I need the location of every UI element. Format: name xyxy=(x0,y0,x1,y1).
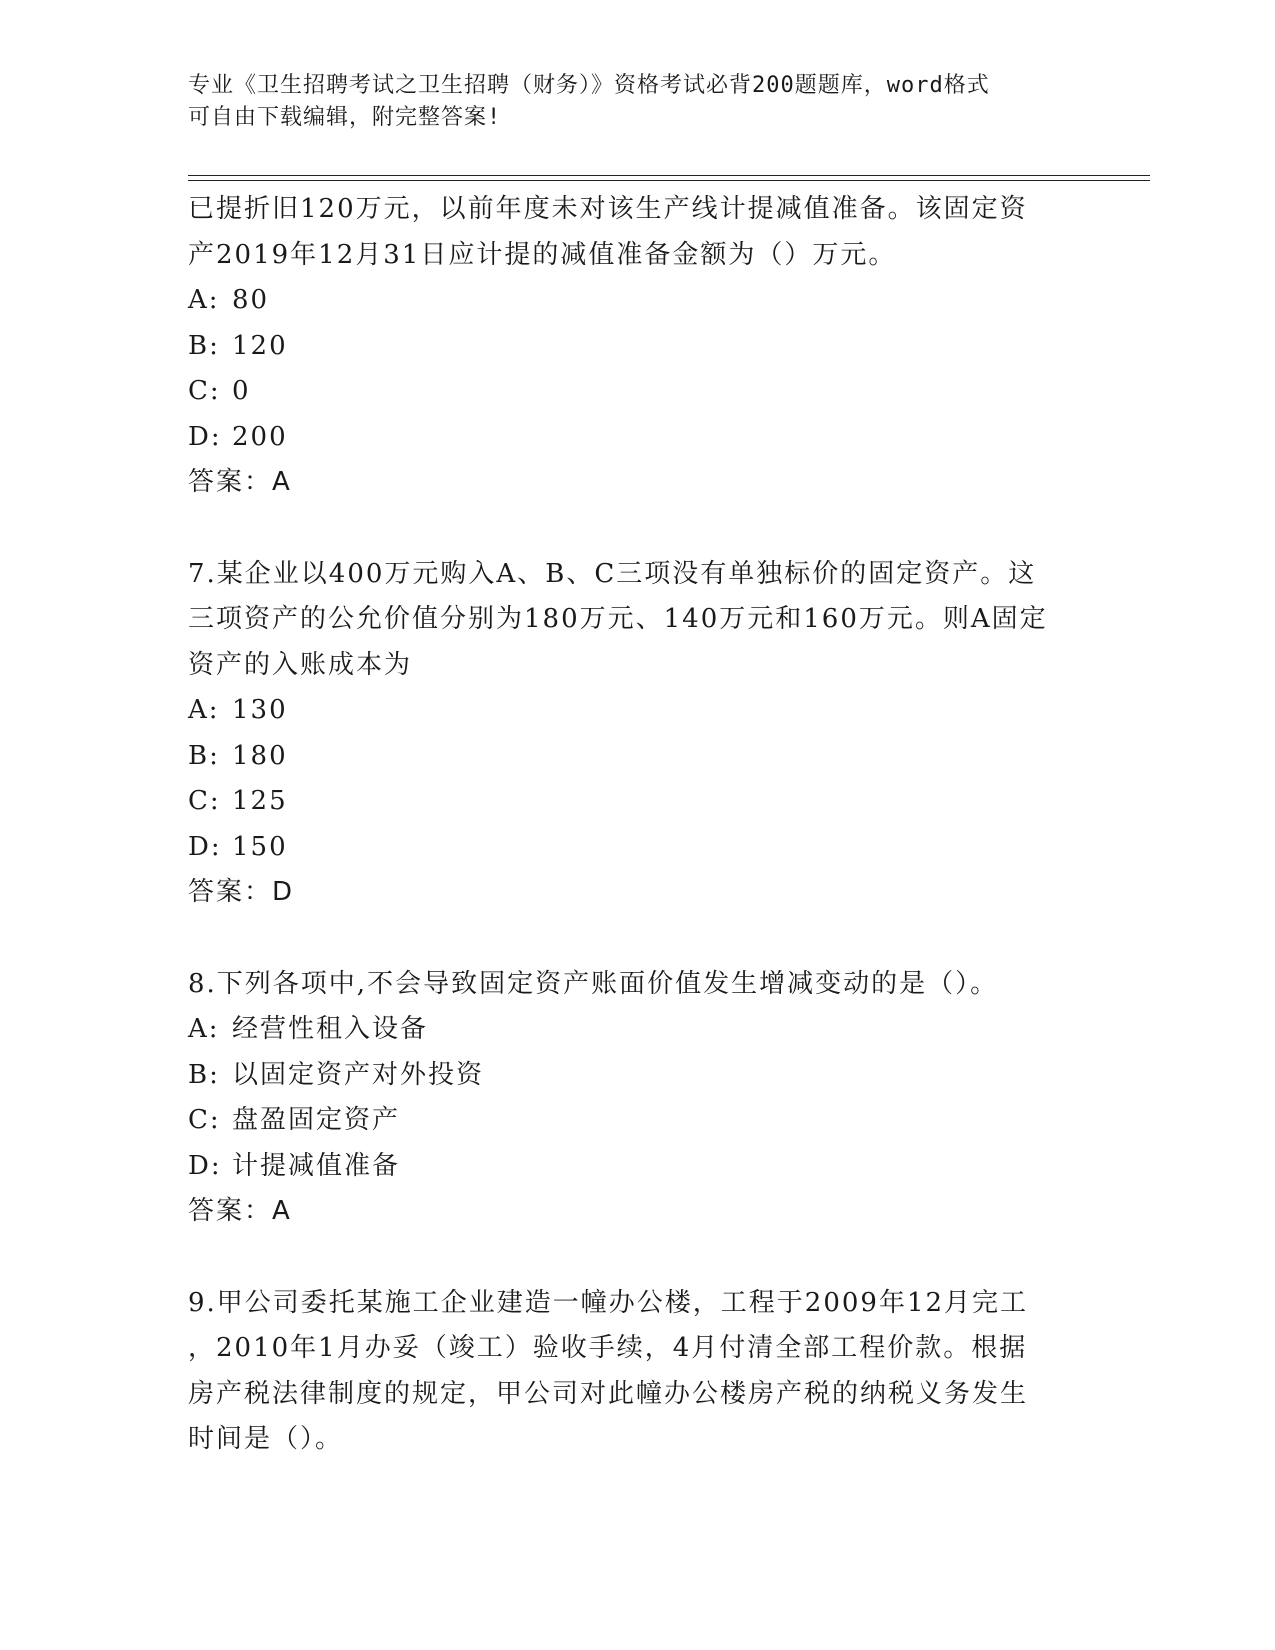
option-label: D: xyxy=(188,421,222,452)
option-label: C: xyxy=(188,786,221,816)
option-text: 盘盈固定资产 xyxy=(232,1105,401,1135)
option-label: C: xyxy=(188,1105,221,1135)
question-8-option-d xyxy=(188,1144,1088,1190)
option-text: 125 xyxy=(232,786,288,816)
question-9 xyxy=(188,1281,1088,1463)
question-7-text-line: 7.某企业以400万元购入A、B、C三项没有单独标价的固定资产。这 xyxy=(188,558,1037,589)
option-label: B: xyxy=(188,740,220,771)
question-6-option-b xyxy=(188,324,1088,370)
question-6-option-d xyxy=(188,415,1088,461)
question-6 xyxy=(188,187,1088,506)
question-7-option-d xyxy=(188,825,1088,871)
question-7-text-line: 三项资产的公允价值分别为180万元、140万元和160万元。则A固定 xyxy=(188,604,1048,634)
option-label: B: xyxy=(188,1059,220,1090)
question-9-text-line: ，2010年1月办妥（竣工）验收手续，4月付清全部工程价款。根据 xyxy=(188,1333,1028,1363)
option-text: 以固定资产对外投资 xyxy=(232,1059,485,1090)
question-8-text-line: 8.下列各项中,不会导致固定资产账面价值发生增减变动的是（）。 xyxy=(188,968,999,999)
spacer xyxy=(188,1235,1088,1281)
document-header xyxy=(188,70,1088,134)
question-8-option-b xyxy=(188,1053,1088,1099)
option-text: 计提减值准备 xyxy=(232,1150,401,1181)
option-label: D: xyxy=(188,1150,222,1181)
question-6-option-c xyxy=(188,369,1088,415)
question-7-option-a xyxy=(188,688,1088,734)
question-8 xyxy=(188,962,1088,1235)
question-7-answer: 答案：D xyxy=(188,877,295,907)
question-9-text-line: 9.甲公司委托某施工企业建造一幢办公楼，工程于2009年12月完工 xyxy=(188,1287,1029,1318)
question-7-option-b xyxy=(188,734,1088,780)
question-9-text-line: 时间是（）。 xyxy=(188,1424,344,1454)
question-8-option-c xyxy=(188,1098,1088,1144)
question-6-text-line: 已提折旧120万元，以前年度未对该生产线计提减值准备。该固定资 xyxy=(188,194,1028,224)
option-text: 200 xyxy=(232,421,288,452)
header-title-line-2: 可自由下载编辑，附完整答案! xyxy=(188,105,502,130)
option-text: 150 xyxy=(232,831,288,862)
question-7-option-c xyxy=(188,779,1088,825)
option-label: D: xyxy=(188,831,222,862)
question-8-option-a xyxy=(188,1007,1088,1053)
question-content xyxy=(188,187,1088,1463)
option-text: 120 xyxy=(232,330,288,361)
question-7-text-line: 资产的入账成本为 xyxy=(188,649,413,680)
option-text: 0 xyxy=(232,376,251,406)
header-divider-top xyxy=(188,175,1150,176)
question-9-text-line: 房产税法律制度的规定，甲公司对此幢办公楼房产税的纳税义务发生 xyxy=(188,1378,1029,1409)
option-label: A: xyxy=(188,695,220,725)
option-text: 180 xyxy=(232,740,288,771)
spacer xyxy=(188,506,1088,552)
spacer xyxy=(188,916,1088,962)
option-text: 80 xyxy=(232,285,270,315)
question-8-answer: 答案：A xyxy=(188,1196,292,1226)
option-label: B: xyxy=(188,330,220,361)
header-divider-bottom xyxy=(188,180,1150,181)
option-label: A: xyxy=(188,285,220,315)
header-title-line-1: 专业《卫生招聘考试之卫生招聘（财务）》资格考试必背200题题库，word格式 xyxy=(188,73,990,98)
option-label: A: xyxy=(188,1014,220,1044)
option-label: C: xyxy=(188,376,221,406)
option-text: 130 xyxy=(232,695,288,725)
question-7 xyxy=(188,552,1088,916)
question-6-answer: 答案：A xyxy=(188,467,292,497)
question-6-option-a xyxy=(188,278,1088,324)
question-6-text-line: 产2019年12月31日应计提的减值准备金额为（）万元。 xyxy=(188,239,897,270)
option-text: 经营性租入设备 xyxy=(232,1014,429,1044)
